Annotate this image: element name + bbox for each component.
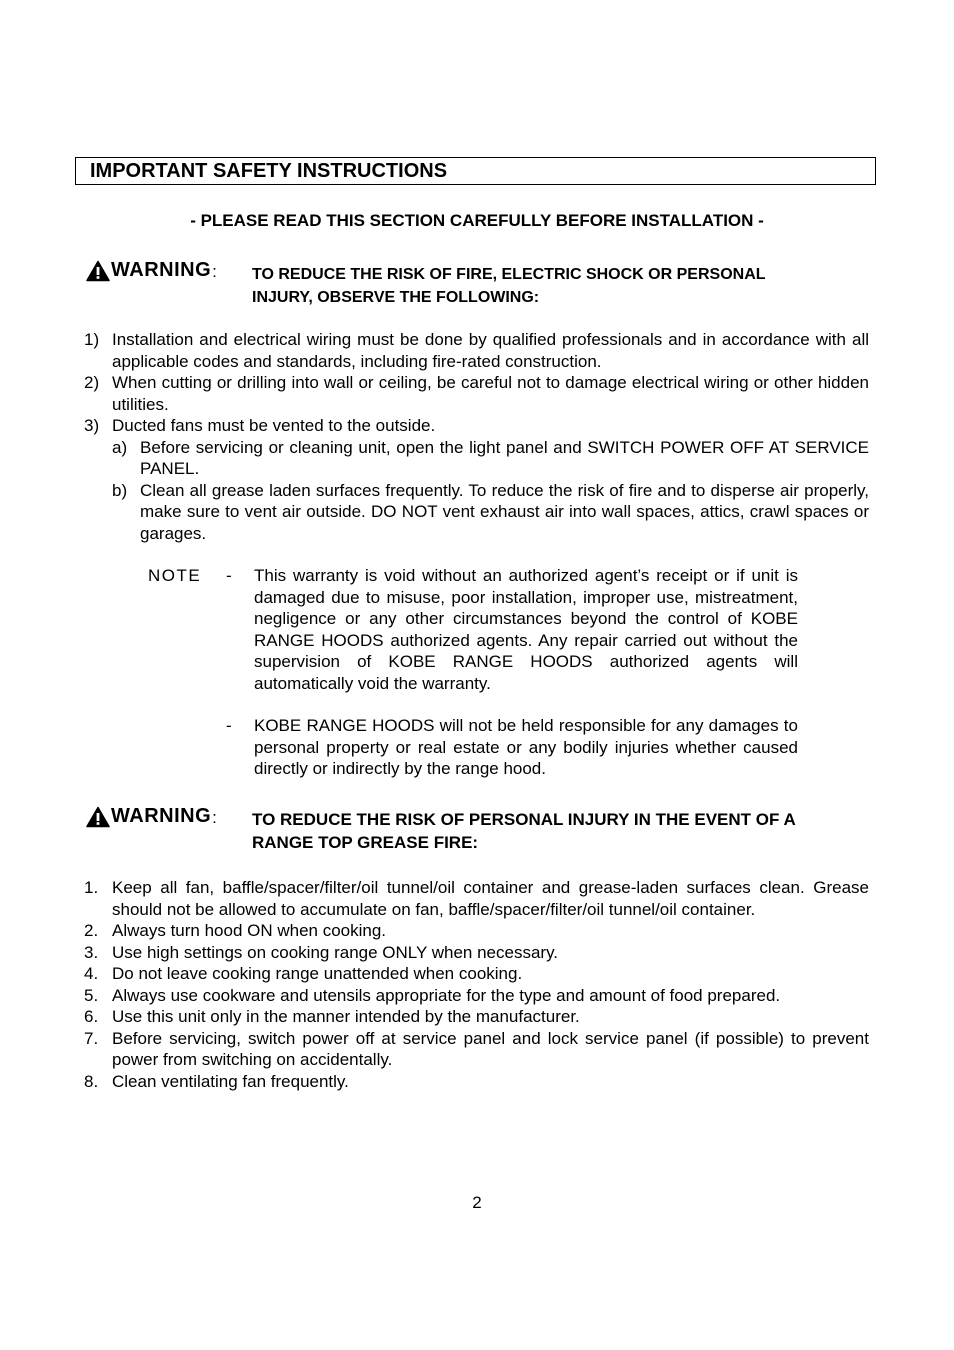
list-item: 1) Installation and electrical wiring must be done by qualified professionals and in accordance with all applicable codes and standards, including fire-rated construction. xyxy=(84,330,869,371)
warning-text-1 xyxy=(252,263,869,309)
section-title-box xyxy=(75,157,876,185)
warning-triangle-icon xyxy=(86,806,110,828)
installation-list xyxy=(84,329,869,544)
page-number: 2 xyxy=(472,1193,482,1212)
sub-list-item: a) Before servicing or cleaning unit, open the light panel and SWITCH POWER OFF AT SERVICE PANEL. xyxy=(112,437,869,478)
sub-list-item: b) Clean all grease laden surfaces frequently. To reduce the risk of fire and to disperse air properly, make sure to vent air outside. DO NOT vent exhaust air into wall spaces, attics, crawl spaces or garages. xyxy=(112,480,869,543)
list-item: 3) Ducted fans must be vented to the outside. xyxy=(84,416,436,435)
list-item: 4. Do not leave cooking range unattended when cooking. xyxy=(84,964,523,983)
warning-word: WARNING xyxy=(111,259,212,281)
list-item: 3. Use high settings on cooking range ONLY when necessary. xyxy=(84,942,559,962)
warning-colon: : xyxy=(212,808,218,827)
warning-triangle-icon xyxy=(86,260,110,282)
warning-label-2 xyxy=(86,805,217,828)
list-item: 7. Before servicing, switch power off at service panel and lock service panel (if possible) to prevent power from switching on accidentally. xyxy=(84,1028,869,1069)
warning-label-1 xyxy=(86,259,217,282)
warning-line: INJURY, OBSERVE THE FOLLOWING: xyxy=(252,289,540,306)
warning-line: TO REDUCE THE RISK OF PERSONAL INJURY IN THE EVENT OF A xyxy=(252,810,796,829)
section-title: IMPORTANT SAFETY INSTRUCTIONS xyxy=(90,160,448,182)
warning-text-2 xyxy=(252,808,869,854)
warning-line: RANGE TOP GREASE FIRE: xyxy=(252,833,479,852)
list-item: 8. Clean ventilating fan frequently. xyxy=(84,1071,349,1091)
note-label: NOTE xyxy=(148,566,202,585)
list-item: 5. Always use cookware and utensils appropriate for the type and amount of food prepared. xyxy=(84,985,781,1005)
list-item: 1. Keep all fan, baffle/spacer/filter/oil tunnel/oil container and grease-laden surfaces clean. Grease should not be allowed to accumulate on fan, baffle/spacer/filter/oil tunnel/oil container. xyxy=(84,878,869,919)
grease-fire-list xyxy=(84,877,869,1092)
warranty-note xyxy=(148,565,798,780)
warning-line: TO REDUCE THE RISK OF FIRE, ELECTRIC SHOCK OR PERSONAL xyxy=(252,266,766,283)
note-item: - KOBE RANGE HOODS will not be held responsible for any damages to personal property or real estate or any bodily injuries whether caused directly or indirectly by the range hood. xyxy=(226,716,798,778)
note-item: NOTE - This warranty is void without an authorized agent’s receipt or if unit is damaged due to misuse, poor installation, improper use, mistreatment, negligence or any other circumstances beyond the control of KOBE RANGE HOODS authorized agents. Any repair carried out without the supervision of KOBE RANGE HOODS authorized agents will automatically void the warranty. xyxy=(148,566,798,693)
list-item: 6. Use this unit only in the manner intended by the manufacturer. xyxy=(84,1007,580,1026)
warning-word: WARNING xyxy=(111,805,212,827)
subtitle: - PLEASE READ THIS SECTION CAREFULLY BEFORE INSTALLATION - xyxy=(190,211,764,230)
list-item: 2) When cutting or drilling into wall or ceiling, be careful not to damage electrical wiring or other hidden utilities. xyxy=(84,373,869,414)
warning-colon: : xyxy=(212,262,218,281)
list-item: 2. Always turn hood ON when cooking. xyxy=(84,921,387,940)
